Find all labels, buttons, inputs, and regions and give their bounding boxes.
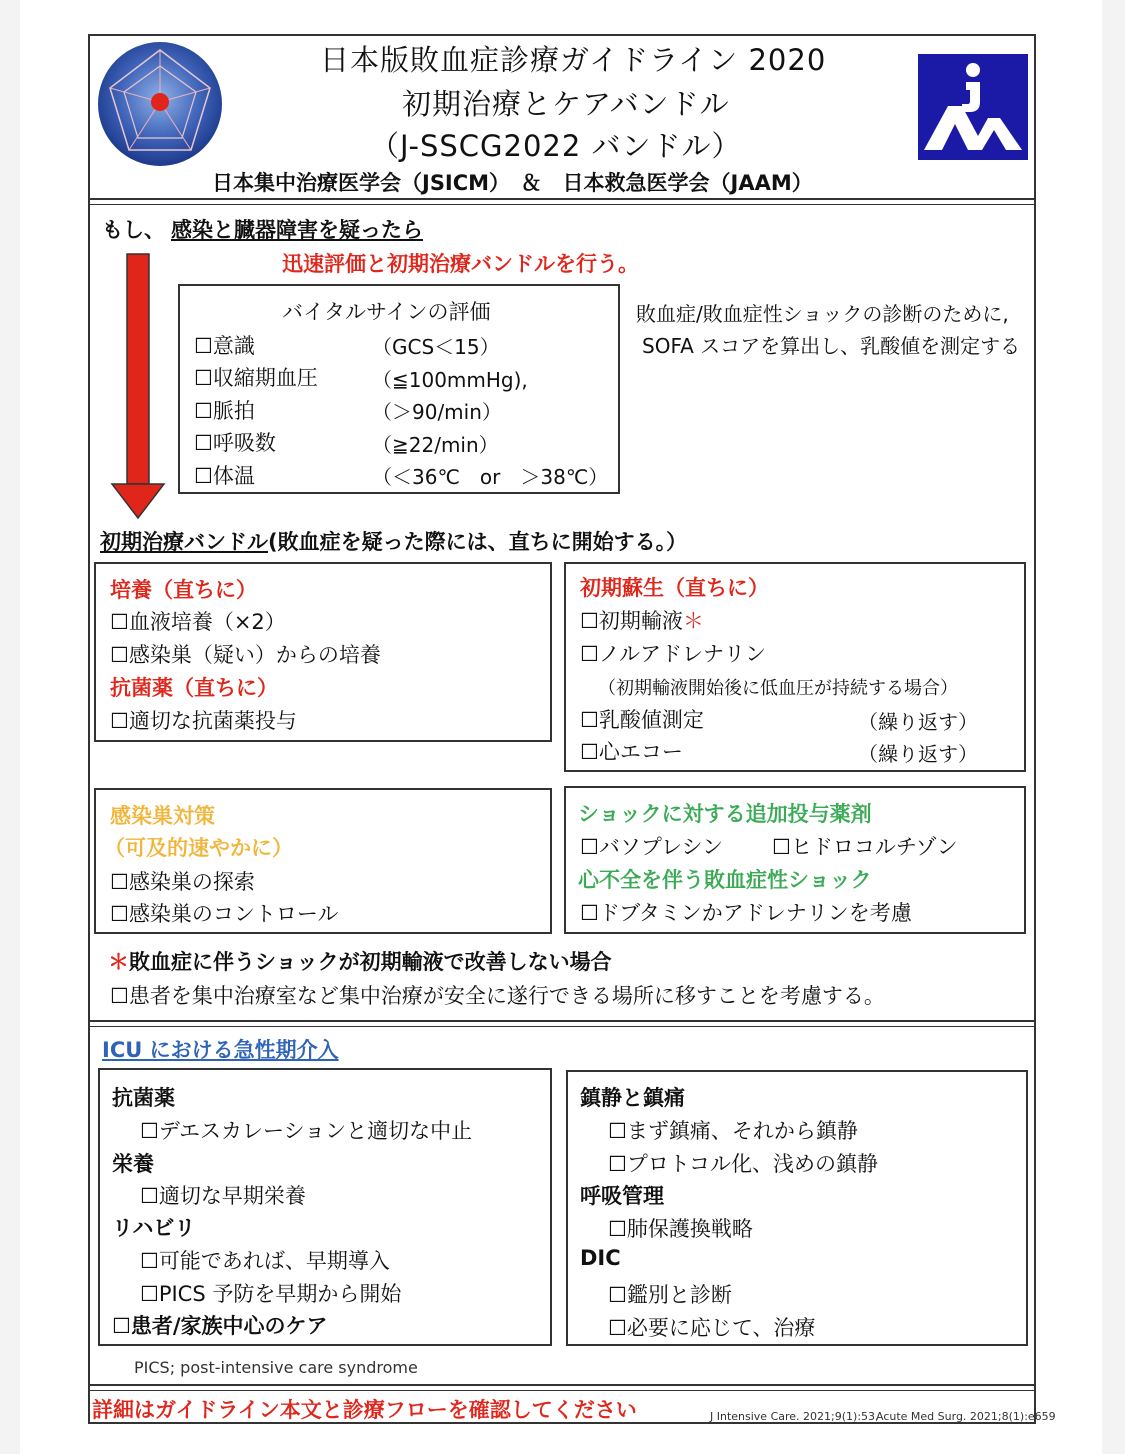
shock-item: ☐ ヒドロコルチゾン bbox=[772, 831, 958, 861]
intro-condition: 感染と臓器障害を疑ったら bbox=[171, 218, 423, 242]
header-divider-thin bbox=[88, 204, 1036, 205]
cardiac-item: ☐ ドブタミンかアドレナリンを考慮 bbox=[580, 897, 912, 927]
icu-heading: DIC bbox=[580, 1246, 621, 1270]
vitals-item: ☐ 呼吸数 bbox=[194, 427, 276, 457]
source-item: ☐ 感染巣のコントロール bbox=[110, 898, 338, 928]
culture-item: ☐ 血液培養（×2） bbox=[110, 606, 286, 636]
culture-heading: 培養（直ちに） bbox=[110, 578, 257, 602]
vitals-value: （≦100mmHg), bbox=[372, 368, 528, 392]
header-divider bbox=[88, 198, 1036, 200]
vitals-item: ☐ 脈拍 bbox=[194, 395, 255, 425]
asterisk-mark: ＊ bbox=[682, 609, 704, 633]
antibiotic-heading: 抗菌薬（直ちに） bbox=[110, 676, 278, 700]
jsicm-emblem-icon bbox=[96, 40, 224, 168]
icu-item: ☐ 可能であれば、早期導入 bbox=[140, 1245, 390, 1275]
down-arrow-icon bbox=[110, 252, 166, 520]
jaam-logo-icon bbox=[918, 54, 1028, 160]
resus-item: ☐ 心エコー bbox=[580, 736, 683, 766]
vitals-title: バイタルサインの評価 bbox=[282, 300, 491, 324]
source-heading-1: 感染巣対策 bbox=[110, 804, 215, 828]
repeat-note: （繰り返す） bbox=[858, 710, 978, 734]
vitals-value: （＞90/min） bbox=[372, 400, 502, 424]
icu-heading: リハビリ bbox=[112, 1216, 196, 1240]
reference-1: J Intensive Care. 2021;9(1):53, bbox=[710, 1410, 879, 1423]
icu-item: ☐ まず鎮痛、それから鎮静 bbox=[608, 1115, 858, 1145]
intro-prefix: もし、 bbox=[102, 218, 165, 242]
source-item: ☐ 感染巣の探索 bbox=[110, 866, 255, 896]
cardiac-heading: 心不全を伴う敗血症性ショック bbox=[578, 868, 872, 892]
antibiotic-item: ☐ 適切な抗菌薬投与 bbox=[110, 705, 297, 735]
pics-note: PICS; post-intensive care syndrome bbox=[134, 1358, 418, 1377]
societies: 日本集中治療医学会（JSICM） ＆ 日本救急医学会（JAAM） bbox=[212, 171, 813, 195]
resus-item: ☐ ノルアドレナリン bbox=[580, 638, 766, 668]
resus-item: ☐ 乳酸値測定 bbox=[580, 704, 704, 734]
vitals-value: （GCS＜15） bbox=[372, 335, 500, 359]
shock-heading: ショックに対する追加投与薬剤 bbox=[578, 802, 872, 826]
footer-notice: 詳細はガイドライン本文と診療フローを確認してください bbox=[92, 1398, 637, 1422]
intro-line bbox=[102, 214, 423, 244]
vitals-value: （＜36℃ or ＞38℃） bbox=[372, 465, 609, 489]
title-line-3: （J-SSCG2022 バンドル） bbox=[370, 129, 742, 163]
icu-item: ☐ 必要に応じて、治療 bbox=[608, 1312, 815, 1342]
bundle-title: 初期治療バンドル(敗血症を疑った際には、直ちに開始する。） bbox=[100, 530, 688, 554]
shock-item: ☐ バソプレシン bbox=[580, 831, 723, 861]
section-divider bbox=[88, 1020, 1036, 1022]
repeat-note: （繰り返す） bbox=[858, 742, 978, 766]
icu-item: ☐ 肺保護換戦略 bbox=[608, 1213, 753, 1243]
icu-item: ☐ 適切な早期栄養 bbox=[140, 1180, 306, 1210]
footer-divider-thin bbox=[88, 1390, 1036, 1391]
icu-item: ☐ 患者/家族中心のケア bbox=[112, 1310, 328, 1340]
reference-2: Acute Med Surg. 2021;8(1):e659 bbox=[876, 1410, 1056, 1423]
icu-heading: 栄養 bbox=[112, 1152, 154, 1176]
resus-heading: 初期蘇生（直ちに） bbox=[580, 576, 769, 600]
vitals-value: （≧22/min） bbox=[372, 433, 499, 457]
icu-item: ☐ 鑑別と診断 bbox=[608, 1279, 732, 1309]
title-line-1: 日本版敗血症診療ガイドライン 2020 bbox=[320, 43, 827, 77]
icu-title: ICU における急性期介入 bbox=[102, 1038, 339, 1062]
footer-divider bbox=[88, 1384, 1036, 1386]
footnote-line: ＊敗血症に伴うショックが初期輸液で改善しない場合 bbox=[108, 950, 612, 974]
icu-item: ☐ プロトコル化、浅めの鎮静 bbox=[608, 1148, 878, 1178]
icu-heading: 鎮静と鎮痛 bbox=[580, 1086, 685, 1110]
section-divider-thin bbox=[88, 1026, 1036, 1027]
icu-item: ☐ PICS 予防を早期から開始 bbox=[140, 1278, 401, 1308]
vitals-item: ☐ 体温 bbox=[194, 460, 255, 490]
vitals-note-2: SOFA スコアを算出し、乳酸値を測定する bbox=[642, 334, 1021, 358]
vitals-note-1: 敗血症/敗血症性ショックの診断のために, bbox=[636, 302, 1009, 326]
footnote-item: ☐ 患者を集中治療室など集中治療が安全に遂行できる場所に移すことを考慮する。 bbox=[110, 980, 885, 1010]
icu-item: ☐ デエスカレーションと適切な中止 bbox=[140, 1115, 472, 1145]
icu-heading: 抗菌薬 bbox=[112, 1086, 175, 1110]
icu-heading: 呼吸管理 bbox=[580, 1184, 664, 1208]
source-heading-2: （可及的速やかに） bbox=[104, 836, 293, 860]
resus-note: （初期輸液開始後に低血圧が持続する場合） bbox=[598, 678, 958, 699]
vitals-item: ☐ 意識 bbox=[194, 330, 255, 360]
title-line-2: 初期治療とケアバンドル bbox=[402, 87, 730, 121]
resus-item: ☐ 初期輸液＊ bbox=[580, 605, 704, 635]
vitals-item: ☐ 収縮期血圧 bbox=[194, 362, 318, 392]
intro-action: 迅速評価と初期治療バンドルを行う。 bbox=[282, 252, 639, 276]
culture-item: ☐ 感染巣（疑い）からの培養 bbox=[110, 639, 381, 669]
